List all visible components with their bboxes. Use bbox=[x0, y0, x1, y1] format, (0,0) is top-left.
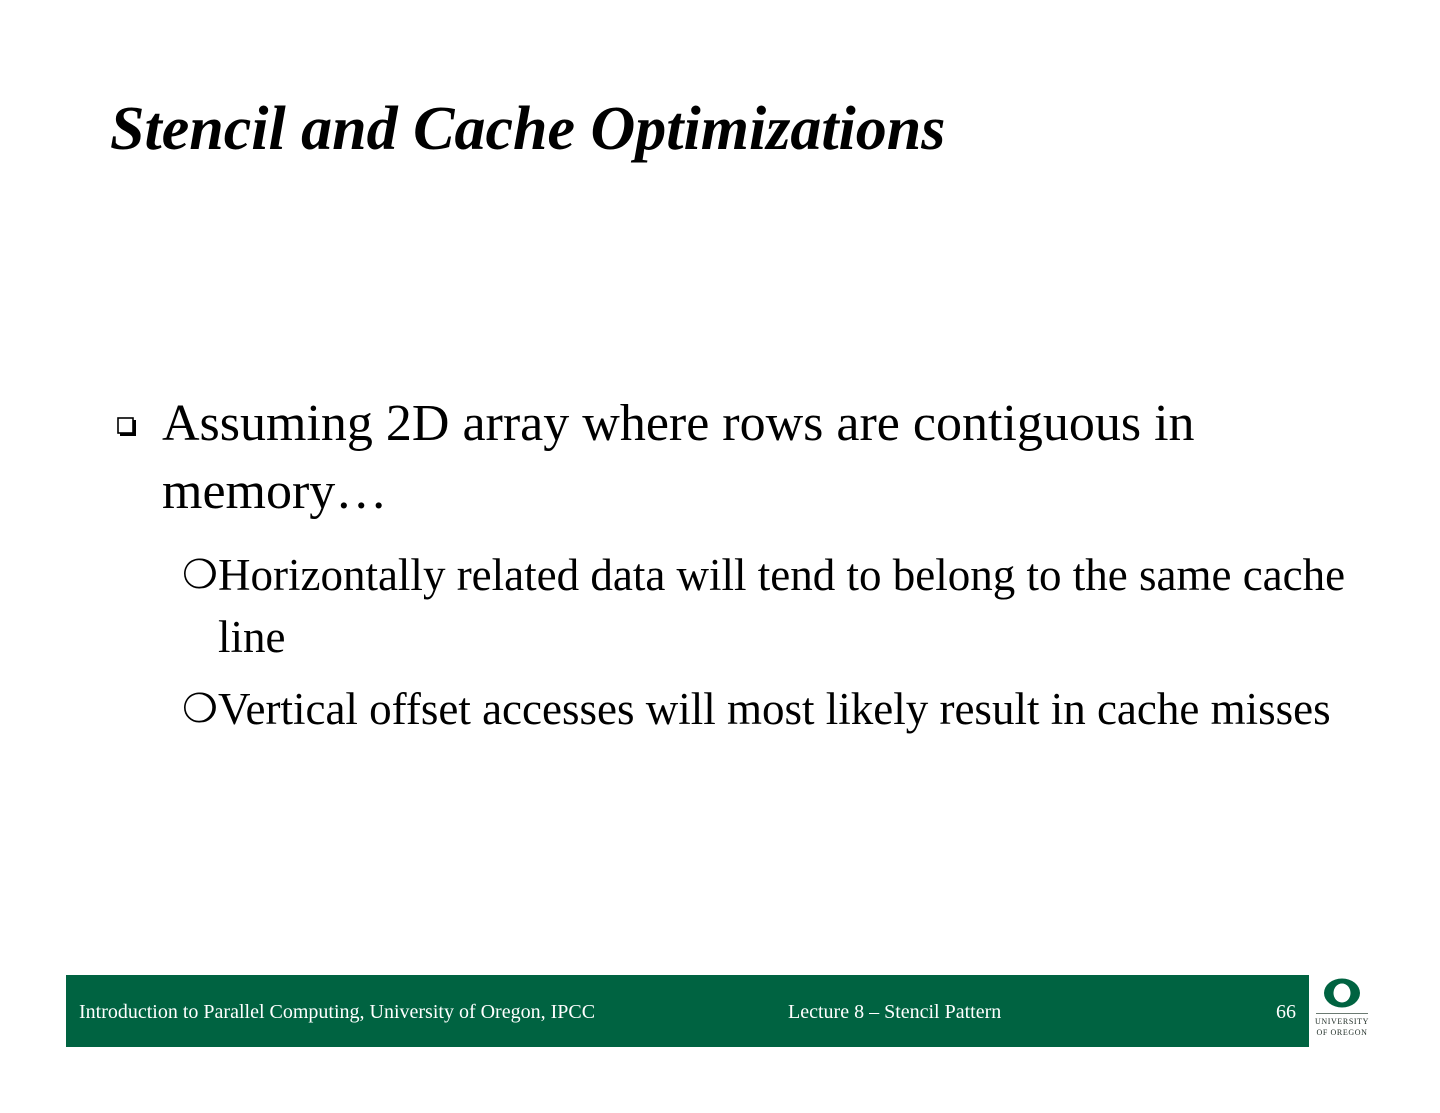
sub-bullet-list bbox=[110, 544, 1360, 740]
sub-bullet-item bbox=[182, 544, 1360, 668]
bullet-text: Assuming 2D array where rows are contiguous in memory… bbox=[162, 395, 1195, 520]
logo-text-of-oregon: OF OREGON bbox=[1316, 1028, 1368, 1037]
footer-bar bbox=[66, 975, 1309, 1047]
logo-divider bbox=[1316, 1013, 1368, 1014]
footer-course: Introduction to Parallel Computing, University of Oregon, IPCC bbox=[79, 1001, 596, 1023]
sub-bullet-text: Horizontally related data will tend to belong to the same cache line bbox=[218, 550, 1346, 662]
university-logo bbox=[1312, 976, 1372, 1048]
slide-title: Stencil and Cache Optimizations bbox=[110, 95, 946, 163]
sub-bullet-item bbox=[182, 678, 1360, 740]
sub-bullet-text: Vertical offset accesses will most likely result in cache misses bbox=[218, 684, 1331, 734]
logo-text-university: UNIVERSITY bbox=[1315, 1017, 1369, 1026]
oregon-o-logo-icon bbox=[1322, 976, 1362, 1010]
bullet-list bbox=[110, 390, 1360, 750]
bullet-item bbox=[110, 390, 1360, 526]
circle-bullet-icon: ❍ bbox=[182, 552, 218, 597]
checkbox-bullet-icon bbox=[116, 416, 136, 436]
page-number: 66 bbox=[1276, 1001, 1296, 1023]
footer-lecture: Lecture 8 – Stencil Pattern bbox=[788, 1001, 1002, 1023]
circle-bullet-icon: ❍ bbox=[182, 686, 218, 731]
